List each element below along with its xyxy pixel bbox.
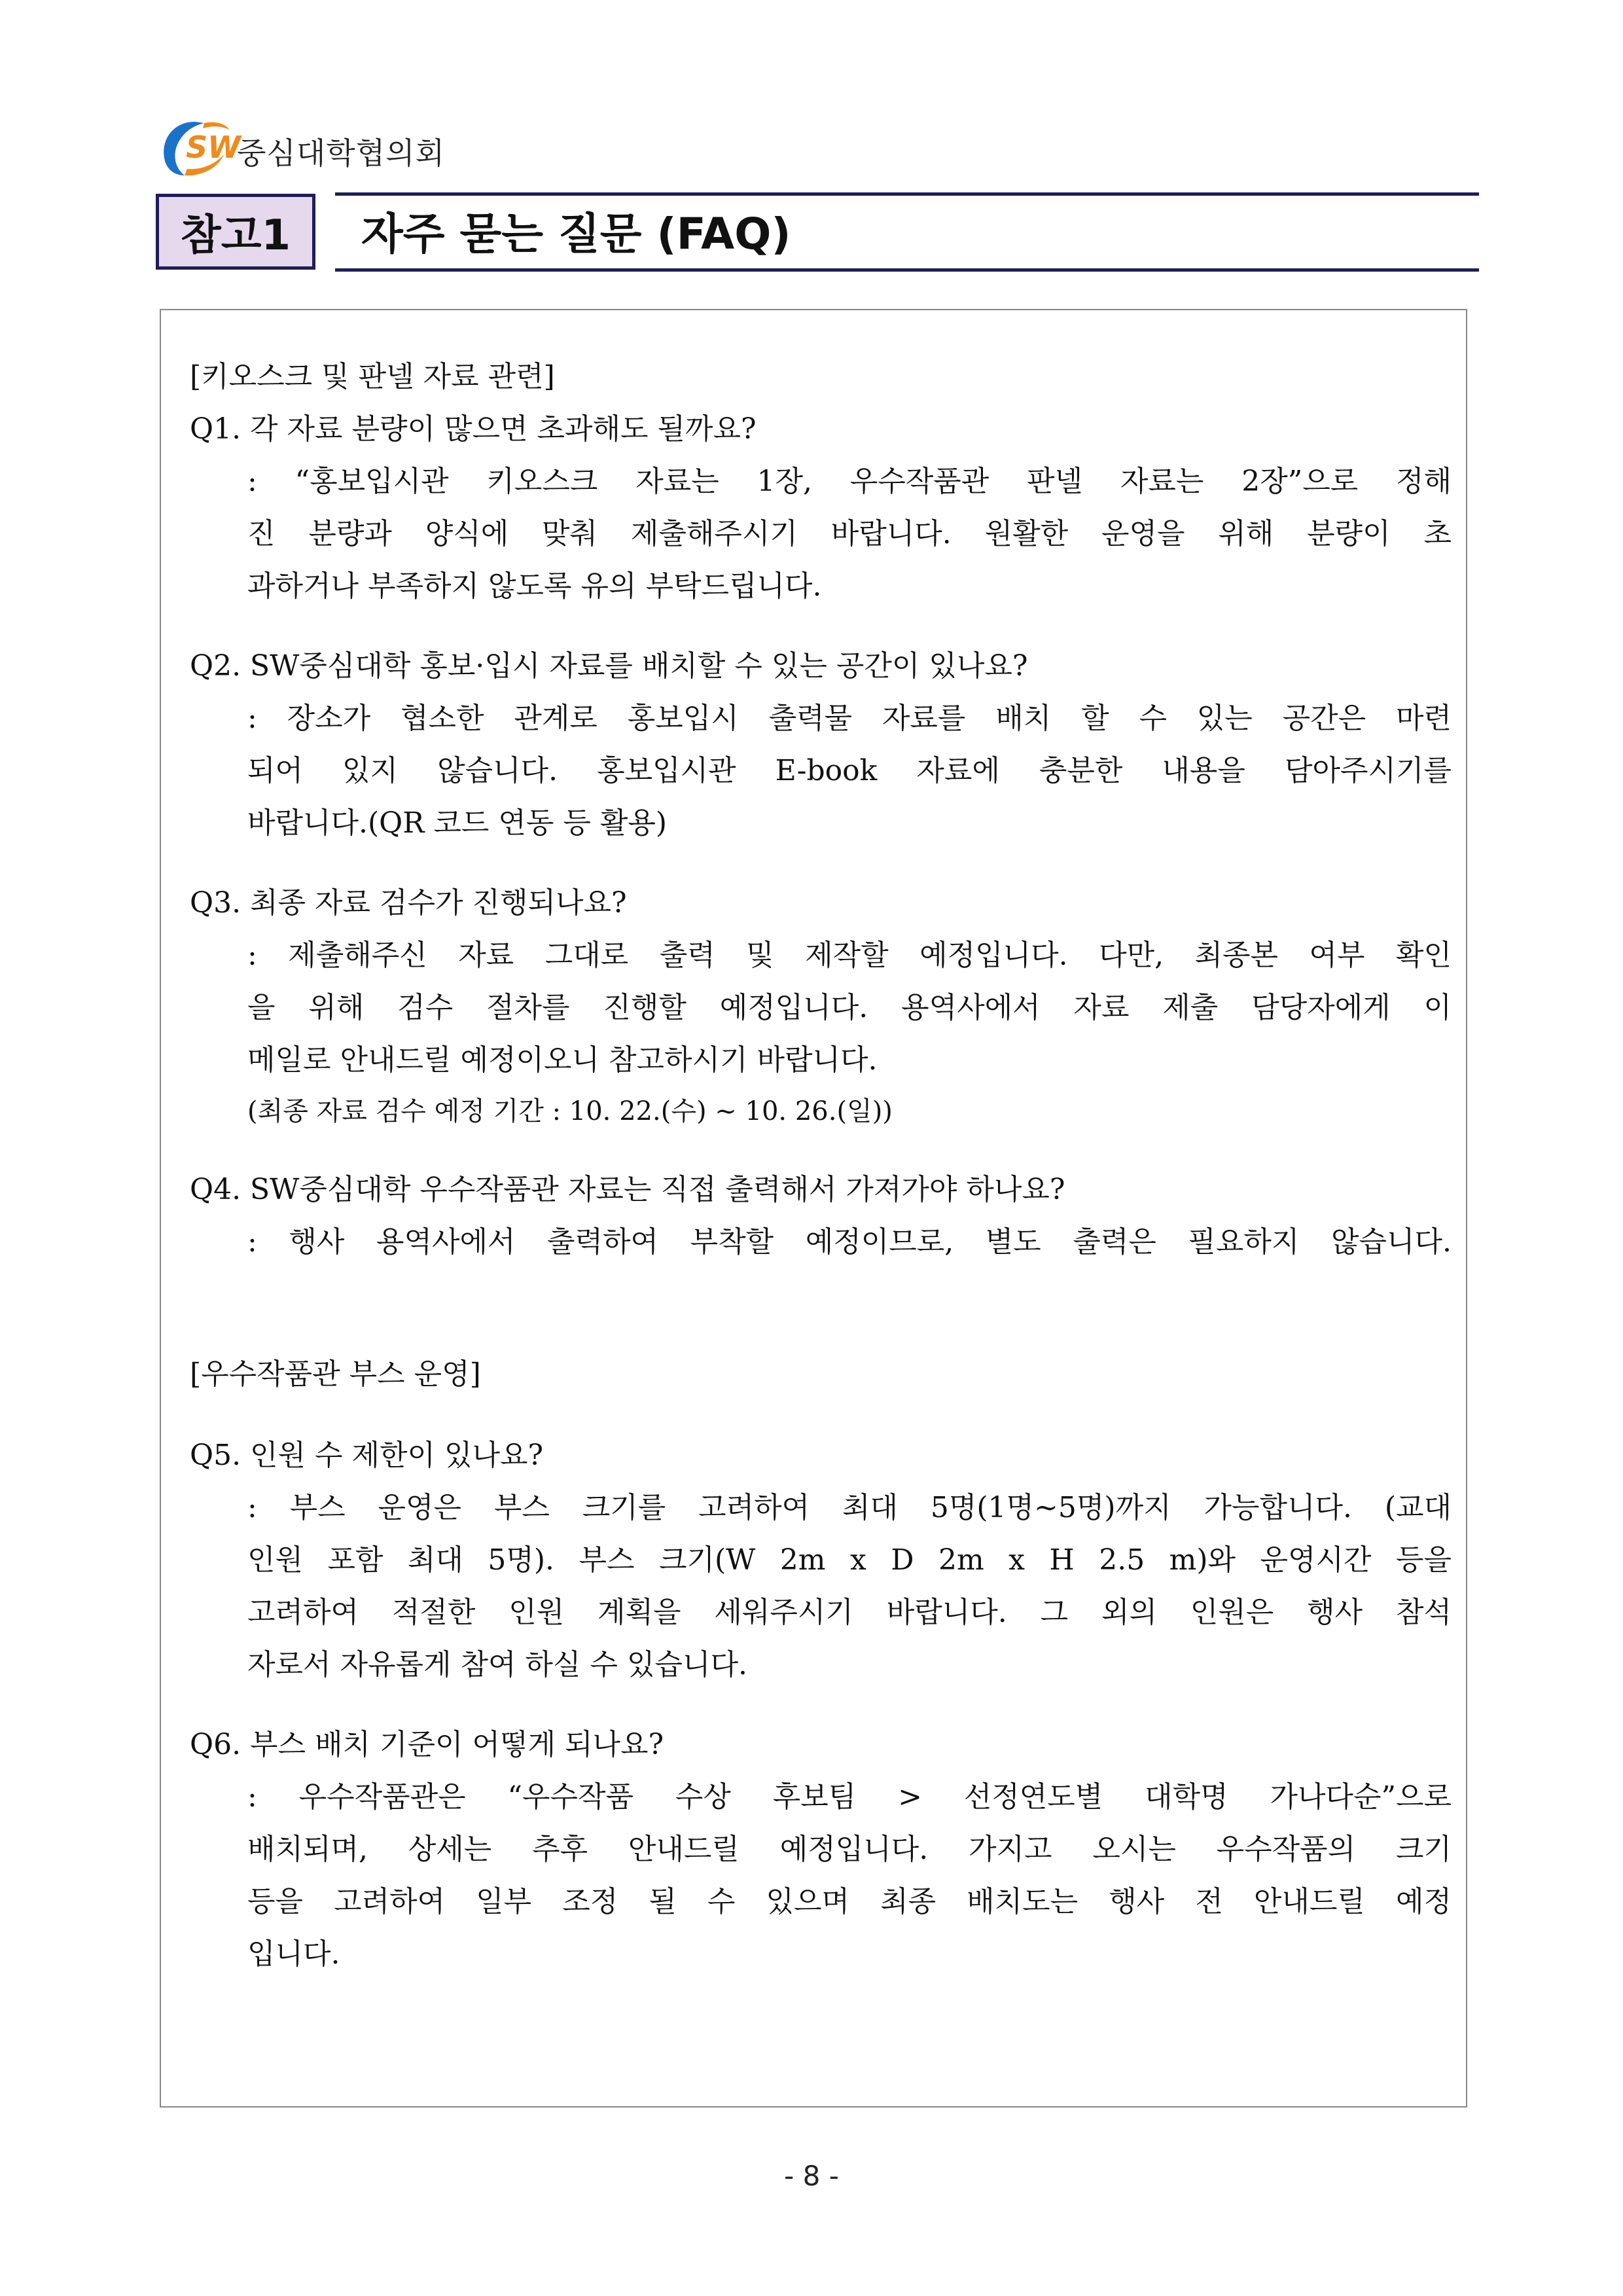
answer-6-line-2: 배치되며, 상세는 추후 안내드릴 예정입니다. 가지고 오시는 우수작품의 크기 <box>247 1833 1452 1866</box>
logo-sw-text: SW <box>186 130 241 165</box>
question-5: Q5. 인원 수 제한이 있나요? <box>190 1439 544 1472</box>
answer-3-line-3: 메일로 안내드릴 예정이오니 참고하시기 바랍니다. <box>247 1043 878 1077</box>
title-rule-bottom <box>335 268 1479 272</box>
page-title: 자주 묻는 질문 (FAQ) <box>361 209 791 259</box>
answer-5-line-1: : 부스 운영은 부스 크기를 고려하여 최대 5명(1명~5명)까지 가능합니다. (교대 <box>247 1491 1452 1524</box>
answer-1-line-2: 진 분량과 양식에 맞춰 제출해주시기 바랍니다. 원활한 운영을 위해 분량이 초 <box>247 517 1452 550</box>
answer-5-line-4: 자로서 자유롭게 참여 하실 수 있습니다. <box>247 1648 747 1681</box>
answer-3-line-2: 을 위해 검수 절차를 진행할 예정입니다. 용역사에서 자료 제출 담당자에게 이 <box>247 991 1452 1024</box>
question-6: Q6. 부스 배치 기준이 어떻게 되나요? <box>190 1728 664 1761</box>
answer-6-line-1: : 우수작품관은 “우수작품 수상 후보팀 > 선정연도별 대학명 가나다순”으로 <box>247 1780 1452 1814</box>
org-name: 중심대학협의회 <box>237 135 446 171</box>
answer-5-line-3: 고려하여 적절한 인원 계획을 세워주시기 바랍니다. 그 외의 인원은 행사 참석 <box>247 1596 1452 1629</box>
answer-2-line-3: 바랍니다.(QR 코드 연동 등 활용) <box>247 806 668 840</box>
page-number: - 8 - <box>784 2160 839 2192</box>
answer-1-line-3: 과하거나 부족하지 않도록 유의 부탁드립니다. <box>247 569 822 603</box>
answer-1-line-1: : “홍보입시관 키오스크 자료는 1장, 우수작품관 판넬 자료는 2장”으로 정해 <box>247 465 1452 498</box>
answer-6-line-3: 등을 고려하여 일부 조정 될 수 있으며 최종 배치도는 행사 전 안내드릴 예정 <box>247 1885 1452 1918</box>
reference-badge: 참고1 <box>156 194 315 270</box>
answer-5-line-2: 인원 포함 최대 5명). 부스 크기(W 2m x D 2m x H 2.5 m)와 운영시간 등을 <box>247 1543 1452 1577</box>
answer-2-line-2: 되어 있지 않습니다. 홍보입시관 E-book 자료에 충분한 내용을 담아주시기를 <box>247 754 1452 787</box>
answer-6-line-4: 입니다. <box>247 1937 340 1971</box>
answer-2-line-1: : 장소가 협소한 관계로 홍보입시 출력물 자료를 배치 할 수 있는 공간은 마련 <box>247 702 1452 735</box>
question-3: Q3. 최종 자료 검수가 진행되나요? <box>190 886 627 920</box>
title-rule-top <box>335 192 1479 196</box>
section-title-kiosk: [키오스크 및 판넬 자료 관련] <box>190 360 555 393</box>
question-2: Q2. SW중심대학 홍보·입시 자료를 배치할 수 있는 공간이 있나요? <box>190 649 1028 683</box>
question-4: Q4. SW중심대학 우수작품관 자료는 직접 출력해서 가져가야 하나요? <box>190 1173 1065 1206</box>
section-title-booth: [우수작품관 부스 운영] <box>190 1357 481 1391</box>
answer-3-note: (최종 자료 검수 예정 기간 : 10. 22.(수) ~ 10. 26.(일)) <box>247 1096 893 1126</box>
answer-3-line-1: : 제출해주신 자료 그대로 출력 및 제작할 예정입니다. 다만, 최종본 여부 확인 <box>247 939 1452 972</box>
question-1: Q1. 각 자료 분량이 많으면 초과해도 될까요? <box>190 412 757 446</box>
answer-4-line-1: : 행사 용역사에서 출력하여 부착할 예정이므로, 별도 출력은 필요하지 않습니다. <box>247 1225 1452 1259</box>
org-logo <box>156 115 496 178</box>
